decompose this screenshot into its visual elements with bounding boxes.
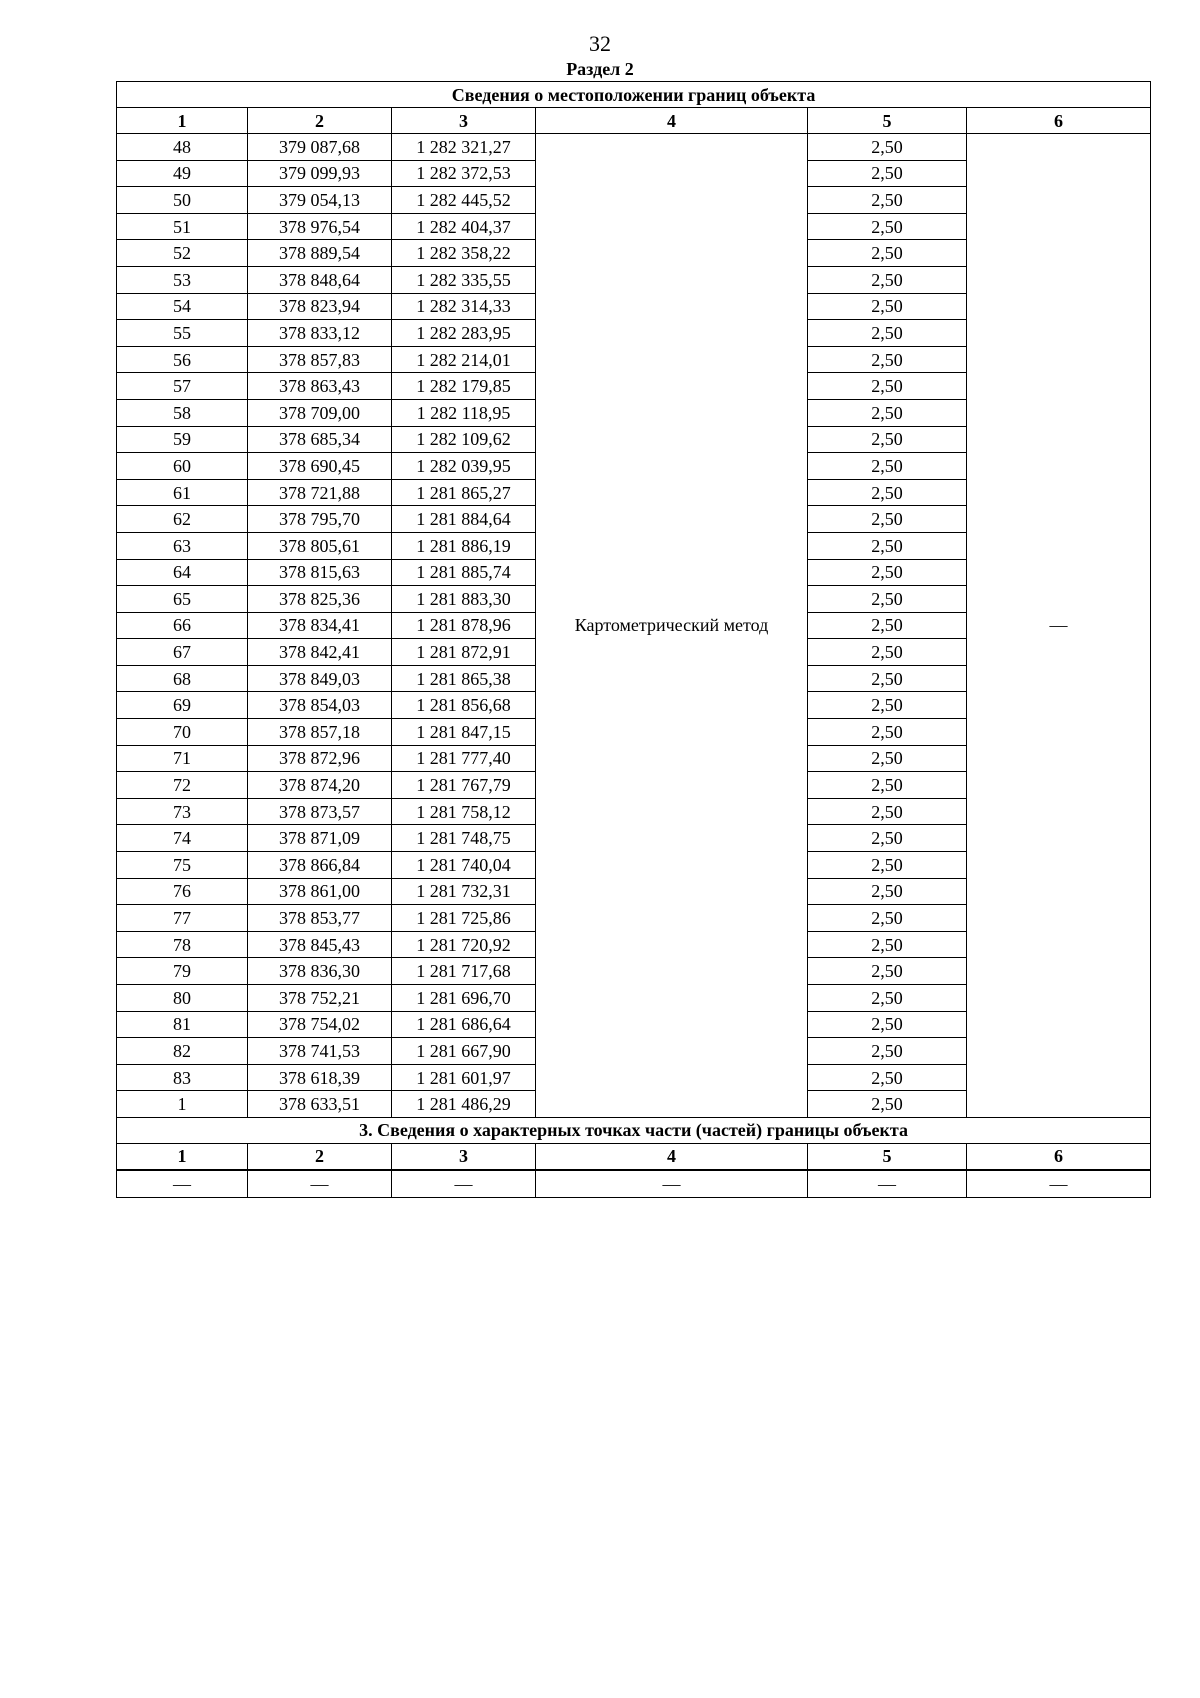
table2-header-cell: 4 — [536, 1143, 808, 1170]
table2-header-cell: 5 — [808, 1143, 967, 1170]
x-coordinate-cell: 378 825,36 — [248, 586, 392, 613]
accuracy-cell: 2,50 — [808, 240, 967, 267]
accuracy-cell: 2,50 — [808, 878, 967, 905]
y-coordinate-cell: 1 281 486,29 — [392, 1091, 536, 1118]
y-coordinate-cell: 1 281 748,75 — [392, 825, 536, 852]
x-coordinate-cell: 378 861,00 — [248, 878, 392, 905]
accuracy-cell: 2,50 — [808, 798, 967, 825]
x-coordinate-cell: 378 872,96 — [248, 745, 392, 772]
x-coordinate-cell: 378 805,61 — [248, 532, 392, 559]
x-coordinate-cell: 378 823,94 — [248, 293, 392, 320]
table2-header-cell: 1 — [117, 1143, 248, 1170]
method-cell: Картометрический метод — [536, 134, 808, 1118]
accuracy-cell: 2,50 — [808, 453, 967, 480]
table1-header-cell: 2 — [248, 108, 392, 134]
accuracy-cell: 2,50 — [808, 1011, 967, 1038]
point-number-cell: 65 — [117, 586, 248, 613]
table1-title-row — [117, 82, 1151, 108]
y-coordinate-cell: 1 281 865,27 — [392, 479, 536, 506]
y-coordinate-cell: 1 281 767,79 — [392, 772, 536, 799]
x-coordinate-cell: 378 866,84 — [248, 852, 392, 879]
point-number-cell: 54 — [117, 293, 248, 320]
table2-title: 3. Сведения о характерных точках части (частей) границы объекта — [117, 1117, 1151, 1143]
point-number-cell: 67 — [117, 639, 248, 666]
table2-cell: — — [248, 1170, 392, 1197]
x-coordinate-cell: 379 099,93 — [248, 160, 392, 187]
point-number-cell: 74 — [117, 825, 248, 852]
col6-cell: — — [967, 134, 1151, 1118]
point-number-cell: 69 — [117, 692, 248, 719]
point-number-cell: 52 — [117, 240, 248, 267]
accuracy-cell: 2,50 — [808, 665, 967, 692]
y-coordinate-cell: 1 281 865,38 — [392, 665, 536, 692]
point-number-cell: 57 — [117, 373, 248, 400]
table1-header-cell: 3 — [392, 108, 536, 134]
y-coordinate-cell: 1 281 884,64 — [392, 506, 536, 533]
accuracy-cell: 2,50 — [808, 213, 967, 240]
y-coordinate-cell: 1 282 039,95 — [392, 453, 536, 480]
table1-header-cell: 1 — [117, 108, 248, 134]
accuracy-cell: 2,50 — [808, 320, 967, 347]
point-number-cell: 1 — [117, 1091, 248, 1118]
section-title: Раздел 2 — [566, 59, 634, 79]
y-coordinate-cell: 1 282 283,95 — [392, 320, 536, 347]
x-coordinate-cell: 378 836,30 — [248, 958, 392, 985]
table2-row — [117, 1170, 1151, 1197]
table2-cell: — — [808, 1170, 967, 1197]
x-coordinate-cell: 378 618,39 — [248, 1064, 392, 1091]
x-coordinate-cell: 378 863,43 — [248, 373, 392, 400]
point-number-cell: 83 — [117, 1064, 248, 1091]
x-coordinate-cell: 378 889,54 — [248, 240, 392, 267]
table1-title: Сведения о местоположении границ объекта — [117, 82, 1151, 108]
point-number-cell: 79 — [117, 958, 248, 985]
y-coordinate-cell: 1 282 372,53 — [392, 160, 536, 187]
x-coordinate-cell: 378 845,43 — [248, 931, 392, 958]
point-number-cell: 71 — [117, 745, 248, 772]
point-number-cell: 78 — [117, 931, 248, 958]
point-number-cell: 51 — [117, 213, 248, 240]
accuracy-cell: 2,50 — [808, 134, 967, 161]
y-coordinate-cell: 1 281 667,90 — [392, 1038, 536, 1065]
point-number-cell: 73 — [117, 798, 248, 825]
point-number-cell: 49 — [117, 160, 248, 187]
x-coordinate-cell: 378 873,57 — [248, 798, 392, 825]
x-coordinate-cell: 378 853,77 — [248, 905, 392, 932]
point-number-cell: 58 — [117, 399, 248, 426]
accuracy-cell: 2,50 — [808, 639, 967, 666]
table2-cell: — — [392, 1170, 536, 1197]
x-coordinate-cell: 378 854,03 — [248, 692, 392, 719]
point-number-cell: 75 — [117, 852, 248, 879]
x-coordinate-cell: 378 849,03 — [248, 665, 392, 692]
table2-header-cell: 6 — [967, 1143, 1151, 1170]
y-coordinate-cell: 1 282 321,27 — [392, 134, 536, 161]
accuracy-cell: 2,50 — [808, 586, 967, 613]
accuracy-cell: 2,50 — [808, 479, 967, 506]
x-coordinate-cell: 378 754,02 — [248, 1011, 392, 1038]
point-number-cell: 68 — [117, 665, 248, 692]
x-coordinate-cell: 378 874,20 — [248, 772, 392, 799]
table2-cell: — — [536, 1170, 808, 1197]
y-coordinate-cell: 1 282 109,62 — [392, 426, 536, 453]
accuracy-cell: 2,50 — [808, 506, 967, 533]
y-coordinate-cell: 1 282 314,33 — [392, 293, 536, 320]
table1-header-cell: 5 — [808, 108, 967, 134]
accuracy-cell: 2,50 — [808, 266, 967, 293]
point-number-cell: 66 — [117, 612, 248, 639]
accuracy-cell: 2,50 — [808, 346, 967, 373]
accuracy-cell: 2,50 — [808, 825, 967, 852]
y-coordinate-cell: 1 281 720,92 — [392, 931, 536, 958]
y-coordinate-cell: 1 281 732,31 — [392, 878, 536, 905]
point-number-cell: 81 — [117, 1011, 248, 1038]
point-number-cell: 63 — [117, 532, 248, 559]
x-coordinate-cell: 378 842,41 — [248, 639, 392, 666]
table1-header-cell: 4 — [536, 108, 808, 134]
accuracy-cell: 2,50 — [808, 373, 967, 400]
y-coordinate-cell: 1 281 885,74 — [392, 559, 536, 586]
accuracy-cell: 2,50 — [808, 931, 967, 958]
accuracy-cell: 2,50 — [808, 745, 967, 772]
x-coordinate-cell: 378 690,45 — [248, 453, 392, 480]
accuracy-cell: 2,50 — [808, 293, 967, 320]
y-coordinate-cell: 1 282 214,01 — [392, 346, 536, 373]
y-coordinate-cell: 1 281 696,70 — [392, 985, 536, 1012]
y-coordinate-cell: 1 282 118,95 — [392, 399, 536, 426]
x-coordinate-cell: 378 871,09 — [248, 825, 392, 852]
accuracy-cell: 2,50 — [808, 612, 967, 639]
x-coordinate-cell: 378 721,88 — [248, 479, 392, 506]
y-coordinate-cell: 1 282 335,55 — [392, 266, 536, 293]
y-coordinate-cell: 1 281 725,86 — [392, 905, 536, 932]
point-number-cell: 56 — [117, 346, 248, 373]
table2-cell: — — [117, 1170, 248, 1197]
y-coordinate-cell: 1 281 717,68 — [392, 958, 536, 985]
point-number-cell: 82 — [117, 1038, 248, 1065]
point-number-cell: 70 — [117, 719, 248, 746]
y-coordinate-cell: 1 281 883,30 — [392, 586, 536, 613]
y-coordinate-cell: 1 281 740,04 — [392, 852, 536, 879]
x-coordinate-cell: 378 795,70 — [248, 506, 392, 533]
y-coordinate-cell: 1 281 847,15 — [392, 719, 536, 746]
x-coordinate-cell: 378 685,34 — [248, 426, 392, 453]
x-coordinate-cell: 378 834,41 — [248, 612, 392, 639]
accuracy-cell: 2,50 — [808, 559, 967, 586]
accuracy-cell: 2,50 — [808, 532, 967, 559]
point-number-cell: 59 — [117, 426, 248, 453]
x-coordinate-cell: 378 848,64 — [248, 266, 392, 293]
x-coordinate-cell: 379 054,13 — [248, 187, 392, 214]
x-coordinate-cell: 378 833,12 — [248, 320, 392, 347]
table1-header-cell: 6 — [967, 108, 1151, 134]
table2-header-cell: 3 — [392, 1143, 536, 1170]
x-coordinate-cell: 378 857,83 — [248, 346, 392, 373]
accuracy-cell: 2,50 — [808, 1064, 967, 1091]
point-number-cell: 77 — [117, 905, 248, 932]
point-number-cell: 76 — [117, 878, 248, 905]
boundary-table — [116, 81, 1151, 1198]
accuracy-cell: 2,50 — [808, 905, 967, 932]
y-coordinate-cell: 1 281 777,40 — [392, 745, 536, 772]
accuracy-cell: 2,50 — [808, 719, 967, 746]
table-body — [117, 82, 1151, 1198]
x-coordinate-cell: 378 741,53 — [248, 1038, 392, 1065]
x-coordinate-cell: 378 857,18 — [248, 719, 392, 746]
accuracy-cell: 2,50 — [808, 852, 967, 879]
accuracy-cell: 2,50 — [808, 1091, 967, 1118]
y-coordinate-cell: 1 282 445,52 — [392, 187, 536, 214]
y-coordinate-cell: 1 282 358,22 — [392, 240, 536, 267]
y-coordinate-cell: 1 281 686,64 — [392, 1011, 536, 1038]
table-row — [117, 134, 1151, 161]
y-coordinate-cell: 1 281 601,97 — [392, 1064, 536, 1091]
point-number-cell: 64 — [117, 559, 248, 586]
accuracy-cell: 2,50 — [808, 1038, 967, 1065]
x-coordinate-cell: 379 087,68 — [248, 134, 392, 161]
table1-header-row — [117, 108, 1151, 134]
y-coordinate-cell: 1 281 886,19 — [392, 532, 536, 559]
accuracy-cell: 2,50 — [808, 187, 967, 214]
point-number-cell: 60 — [117, 453, 248, 480]
x-coordinate-cell: 378 752,21 — [248, 985, 392, 1012]
accuracy-cell: 2,50 — [808, 985, 967, 1012]
accuracy-cell: 2,50 — [808, 399, 967, 426]
point-number-cell: 72 — [117, 772, 248, 799]
accuracy-cell: 2,50 — [808, 160, 967, 187]
x-coordinate-cell: 378 815,63 — [248, 559, 392, 586]
y-coordinate-cell: 1 281 856,68 — [392, 692, 536, 719]
accuracy-cell: 2,50 — [808, 772, 967, 799]
table2-header-cell: 2 — [248, 1143, 392, 1170]
x-coordinate-cell: 378 709,00 — [248, 399, 392, 426]
y-coordinate-cell: 1 281 758,12 — [392, 798, 536, 825]
point-number-cell: 48 — [117, 134, 248, 161]
accuracy-cell: 2,50 — [808, 958, 967, 985]
y-coordinate-cell: 1 282 404,37 — [392, 213, 536, 240]
page-number: 32 — [589, 31, 611, 56]
y-coordinate-cell: 1 282 179,85 — [392, 373, 536, 400]
table2-header-row — [117, 1143, 1151, 1170]
point-number-cell: 80 — [117, 985, 248, 1012]
x-coordinate-cell: 378 633,51 — [248, 1091, 392, 1118]
table2-title-row — [117, 1117, 1151, 1143]
point-number-cell: 55 — [117, 320, 248, 347]
point-number-cell: 62 — [117, 506, 248, 533]
x-coordinate-cell: 378 976,54 — [248, 213, 392, 240]
point-number-cell: 50 — [117, 187, 248, 214]
point-number-cell: 53 — [117, 266, 248, 293]
y-coordinate-cell: 1 281 872,91 — [392, 639, 536, 666]
accuracy-cell: 2,50 — [808, 426, 967, 453]
point-number-cell: 61 — [117, 479, 248, 506]
accuracy-cell: 2,50 — [808, 692, 967, 719]
y-coordinate-cell: 1 281 878,96 — [392, 612, 536, 639]
table2-cell: — — [967, 1170, 1151, 1197]
